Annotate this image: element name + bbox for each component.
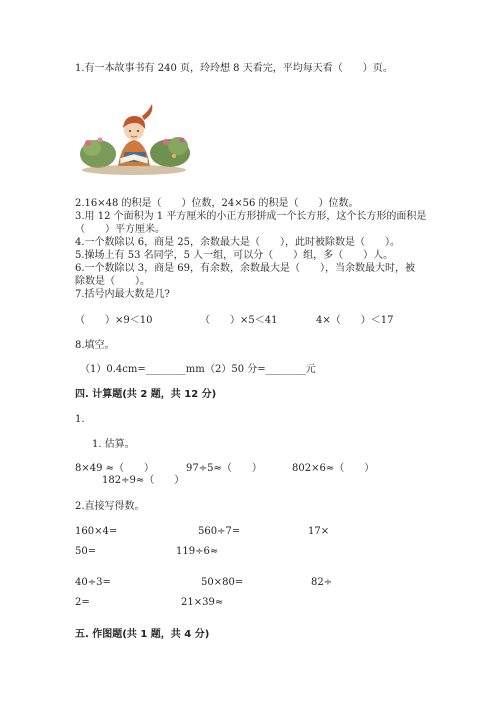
q7-item: 4×（ ）＜17 — [316, 315, 394, 326]
estimate-item: 8×49 ≈（ ） — [75, 463, 155, 474]
estimate-item: 182÷9≈（ ） — [102, 475, 185, 486]
question-7: 7.括号内最大数是几? — [75, 289, 170, 300]
girl-reading-illustration — [78, 98, 190, 178]
question-2: 2.16×48 的积是（ ）位数，24×56 的积是（ ）位数。 — [75, 198, 359, 209]
direct-item: 160×4= — [75, 526, 118, 537]
question-4: 4.一个数除以 6，商是 25，余数最大是（ ），此时被除数是（ ）。 — [75, 237, 400, 248]
q8-item: （1）0.4cm=________mm — [80, 364, 205, 375]
question-3-line-1: 3.用 12 个面积为 1 平方厘米的小正方形拼成一个长方形，这个长方形的面积是 — [75, 211, 427, 222]
direct-item: 560÷7= — [198, 526, 241, 537]
section-4-q1: 1. — [75, 414, 85, 425]
question-5: 5.操场上有 53 名同学，5 人一组，可以分（ ）组，多（ ）人。 — [75, 250, 394, 261]
direct-item: 17× — [308, 526, 330, 537]
section-4-q2: 2.直接写得数。 — [75, 501, 145, 512]
direct-item: 82÷ — [311, 577, 333, 588]
direct-item: 50×80= — [201, 577, 244, 588]
question-6-line-2: 除数是（ ）。 — [75, 276, 150, 287]
question-6-line-1: 6.一个数除以 3，商是 69，有余数，余数最大是（ ），当余数最大时，被 — [75, 263, 415, 274]
direct-item: 50= — [75, 546, 97, 557]
direct-item: 21×39≈ — [181, 597, 224, 608]
estimate-item: 802×6≈（ ） — [292, 463, 375, 474]
direct-item: 40÷3= — [75, 577, 111, 588]
question-3-line-2: （ ）平方厘米。 — [75, 224, 165, 235]
question-8: 8.填空。 — [75, 340, 115, 351]
section-4-heading: 四. 计算题(共 2 题，共 12 分) — [75, 389, 217, 400]
section-5-heading: 五. 作图题(共 1 题，共 4 分) — [75, 629, 210, 640]
estimate-item: 97÷5≈（ ） — [186, 463, 262, 474]
q7-item: （ ）×5＜41 — [200, 315, 278, 326]
direct-item: 119÷6≈ — [176, 546, 219, 557]
q8-item: （2）50 分=________元 — [205, 364, 316, 375]
direct-item: 2= — [75, 597, 90, 608]
section-4-q1-sub: 1. 估算。 — [92, 439, 135, 450]
q7-item: （ ）×9＜10 — [75, 315, 153, 326]
question-1: 1.有一本故事书有 240 页，玲玲想 8 天看完，平均每天看（ ）页。 — [75, 63, 393, 74]
